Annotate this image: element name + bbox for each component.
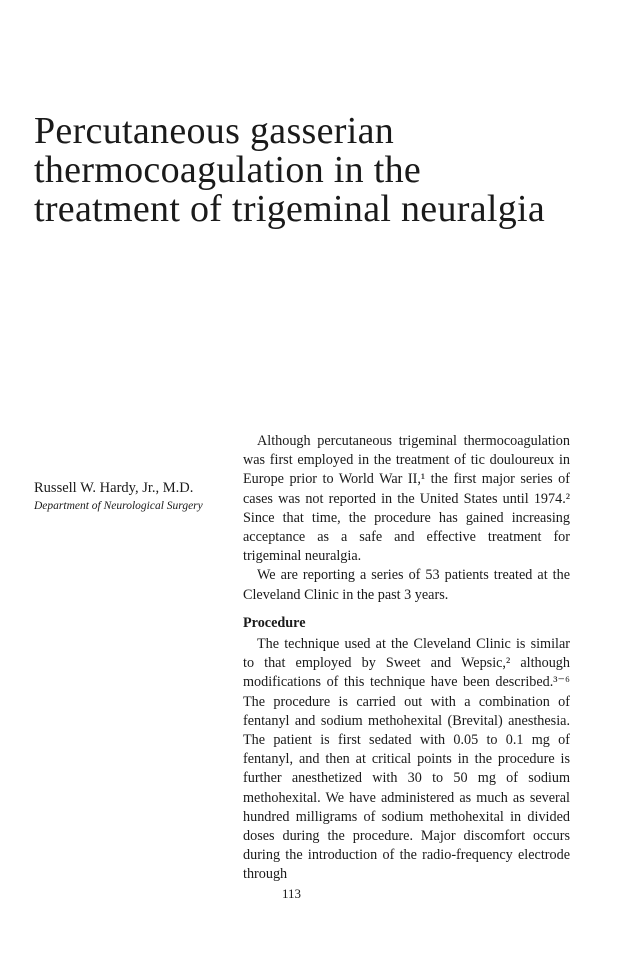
author-department: Department of Neurological Surgery — [34, 500, 203, 512]
intro-paragraph-2: We are reporting a series of 53 patients treated at the Cleveland Clinic in the past 3 years. — [243, 567, 570, 603]
page-number: 113 — [282, 886, 302, 901]
title-line-1: Percutaneous gasserian — [34, 110, 395, 152]
section-heading-procedure: Procedure — [243, 614, 306, 631]
title-line-2: thermocoagulation in the — [34, 149, 422, 191]
title-line-3: treatment of trigeminal neuralgia — [34, 188, 546, 230]
article-title — [34, 112, 604, 229]
procedure-paragraph: The technique used at the Cleveland Clinic is similar to that employed by Sweet and Wepsic,² although modifications of this technique have been described.³⁻⁶ The procedure is carried out with a combination of fentanyl and sodium methohexital (Brevital) anesthesia. The patient is first sedated with 0.05 to 0.1 mg of fentanyl, and then at critical points in the procedure is further anesthetized with 30 to 50 mg of sodium methohexital. We have administered as much as several hundred milligrams of sodium methohexital in divided doses during the procedure. Major discomfort occurs during the introduction of the radio-frequency electrode through — [243, 636, 570, 883]
author-name: Russell W. Hardy, Jr., M.D. — [34, 480, 194, 496]
body-column — [243, 432, 570, 885]
intro-paragraph-1: Although percutaneous trigeminal thermocoagulation was first employed in the treatment of tic douloureux in Europe prior to World War II,¹ the first major series of cases was not reported in the United States until 1974.² Since that time, the procedure has gained increasing acceptance as a safe and effective treatment for trigeminal neuralgia. — [243, 433, 570, 565]
